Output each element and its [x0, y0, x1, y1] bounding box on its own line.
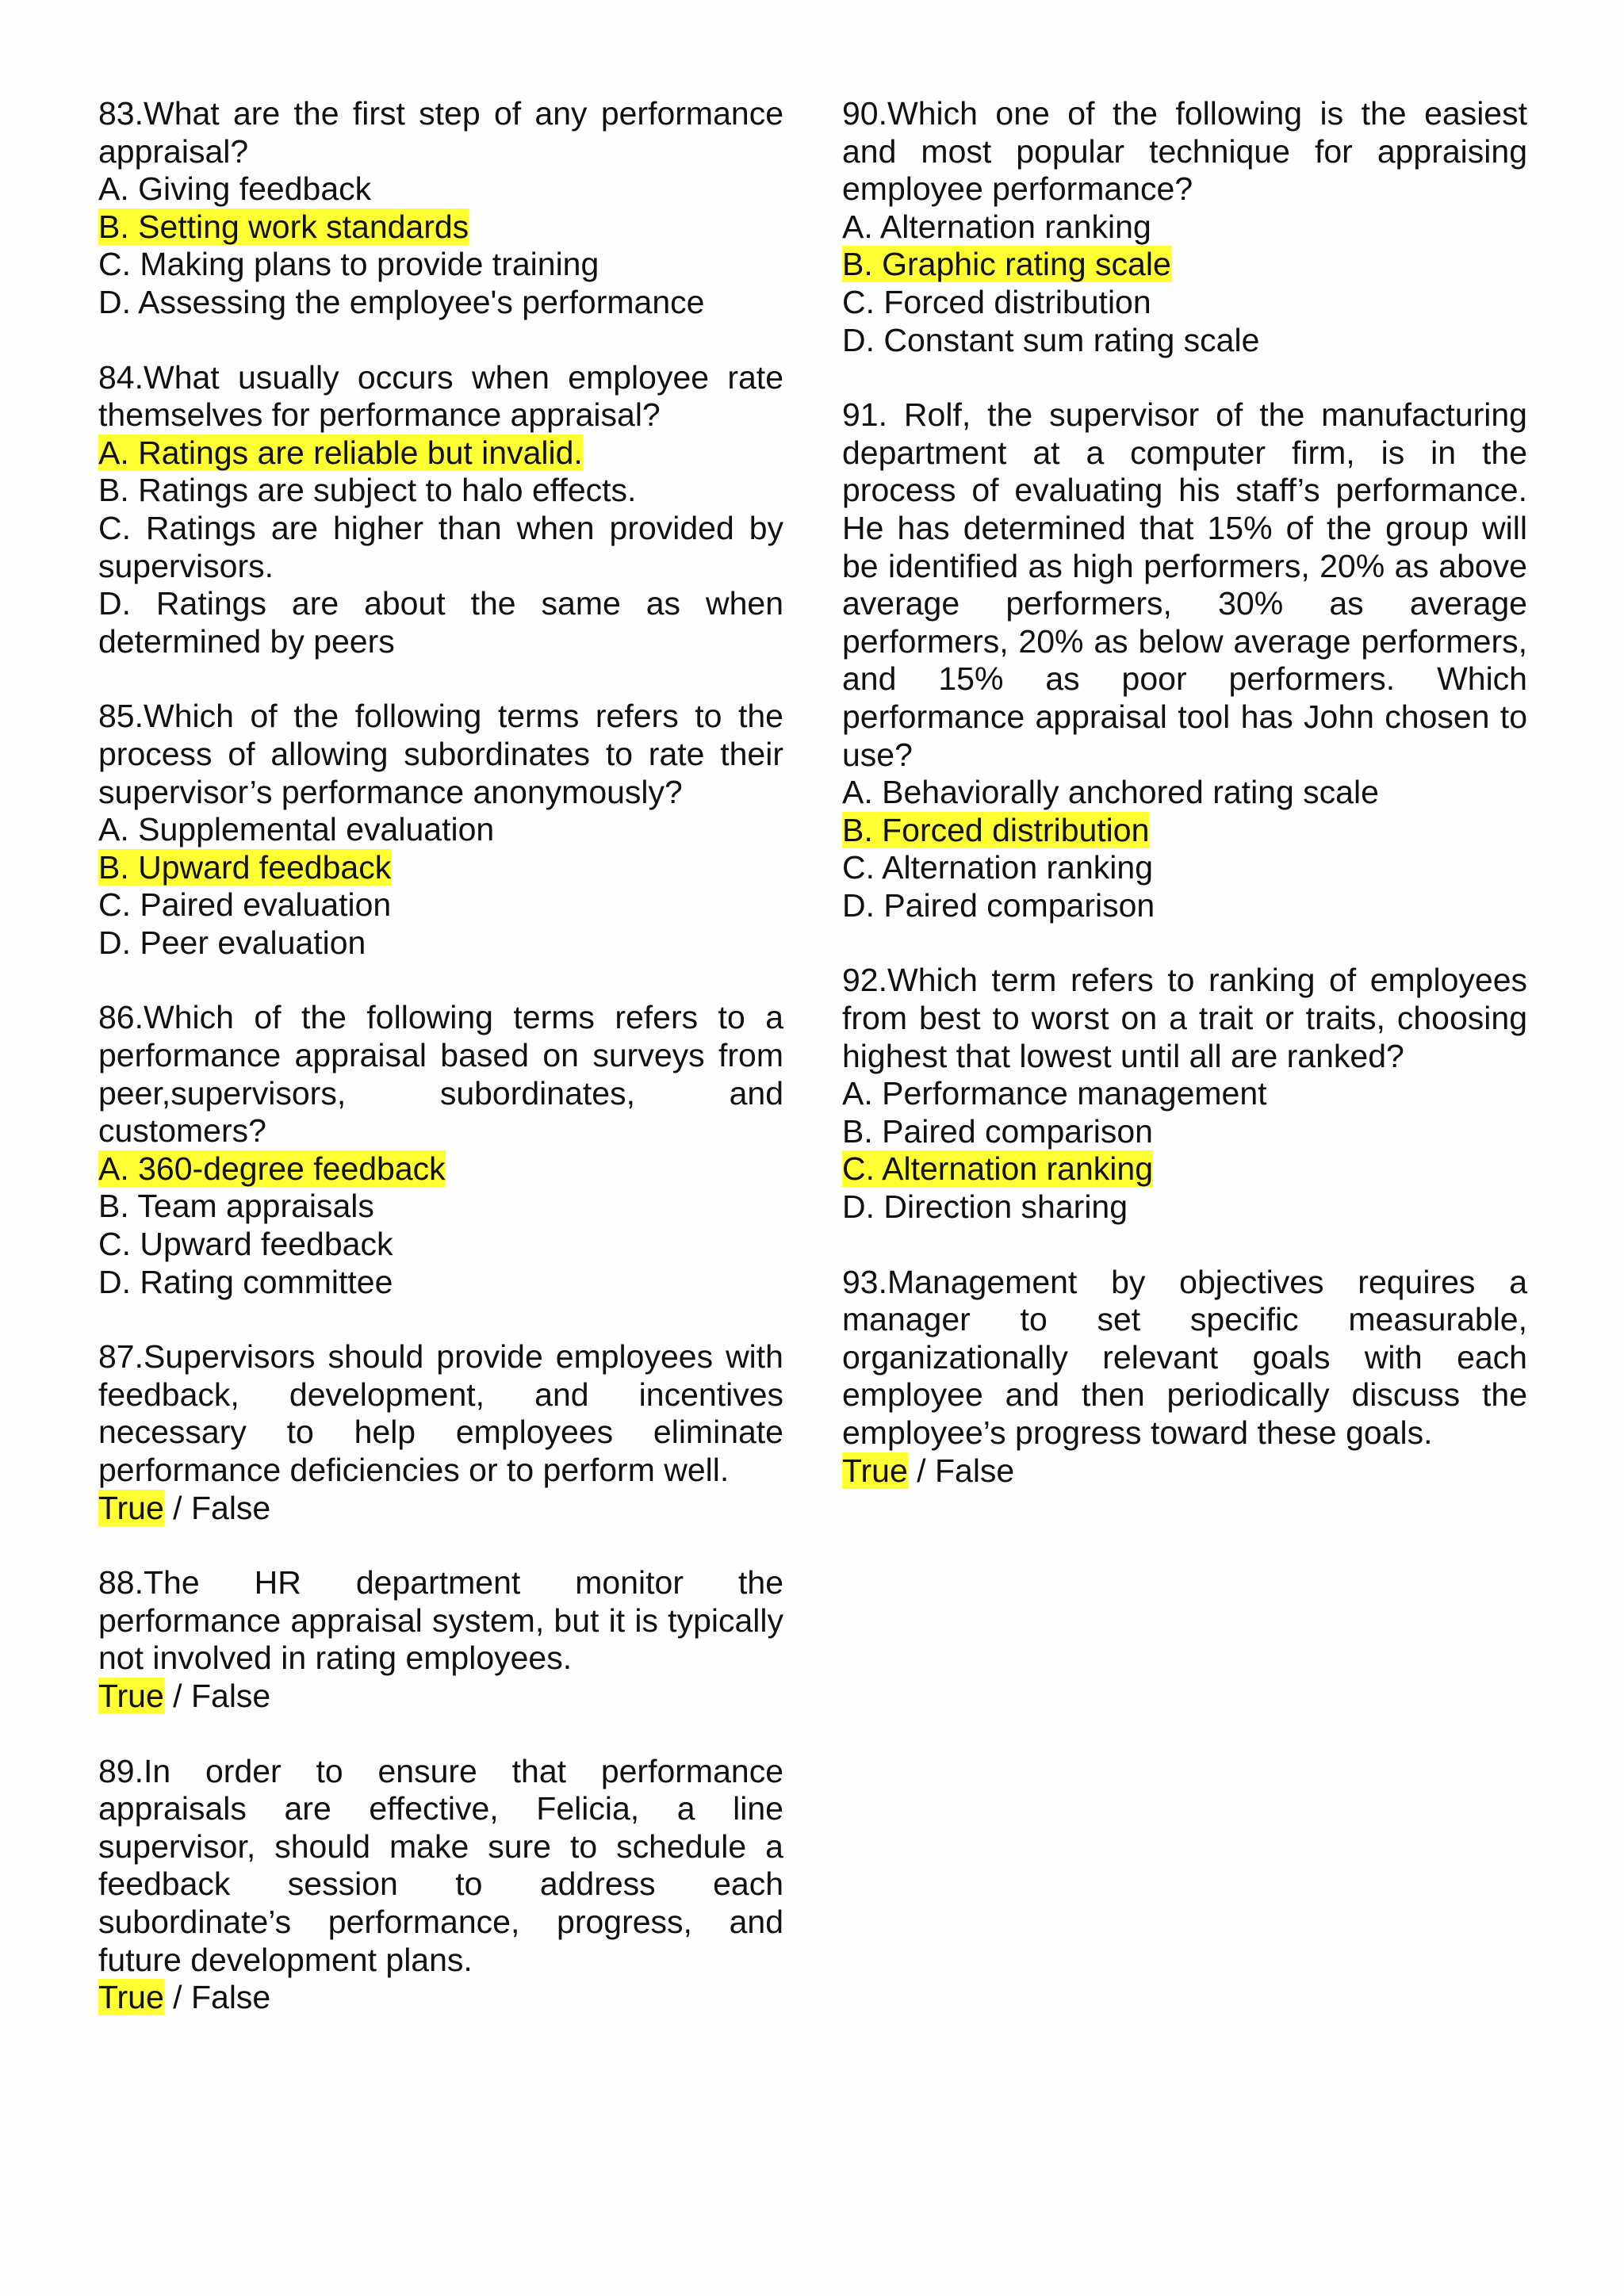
highlighted-answer: B. Forced distribution: [842, 811, 1150, 848]
highlighted-answer: True: [842, 1452, 908, 1489]
answer-option: C. Upward feedback: [98, 1226, 393, 1263]
question-86: [98, 999, 783, 1301]
answer-option: A. Behaviorally anchored rating scale: [842, 774, 1379, 811]
question-93: [842, 1264, 1527, 1490]
answer-option: C. Paired evaluation: [98, 886, 392, 924]
answer-option-correct: [842, 246, 1527, 284]
highlighted-answer: A. Ratings are reliable but invalid.: [98, 434, 583, 471]
answer-option-correct: [98, 1150, 783, 1188]
true-false-answer: True / False: [98, 1489, 271, 1526]
question-stem: 93.Management by objectives requires a manager to set specific measurable, organizationally relevant goals with each employee and then periodically discuss the employee’s progress toward these goals.: [842, 1263, 1527, 1451]
question-91: [842, 396, 1527, 924]
answer-option: B. Team appraisals: [98, 1188, 374, 1225]
answer-option-correct: [842, 812, 1527, 850]
question-87: [98, 1338, 783, 1527]
true-false-answer: True / False: [98, 1677, 271, 1714]
answer-option: D. Paired comparison: [842, 886, 1155, 924]
answer-option: C. Making plans to provide training: [98, 246, 599, 283]
highlighted-answer: True: [98, 1677, 164, 1714]
highlighted-answer: A. 360-degree feedback: [98, 1150, 446, 1187]
left-column: [98, 95, 783, 2054]
question-stem: 85.Which of the following terms refers to the process of allowing subordinates to rate their supervisor’s performance anonymously?: [98, 698, 783, 810]
question-83: [98, 95, 783, 322]
question-stem: 84.What usually occurs when employee rate themselves for performance appraisal?: [98, 358, 783, 434]
answer-option: D. Constant sum rating scale: [842, 321, 1260, 358]
true-false-answer: True / False: [842, 1452, 1015, 1489]
question-stem: 83.What are the first step of any performance appraisal?: [98, 95, 783, 170]
answer-option: C. Alternation ranking: [842, 849, 1154, 886]
answer-option-correct: [98, 849, 783, 887]
highlighted-answer: True: [98, 1489, 164, 1526]
answer-option: D. Direction sharing: [842, 1188, 1128, 1226]
question-89: [98, 1753, 783, 2017]
question-92: [842, 962, 1527, 1226]
question-stem: 87.Supervisors should provide employees with feedback, development, and incentives necessary to help employees eliminate performance deficiencies or to perform well.: [98, 1338, 783, 1488]
right-column: [842, 95, 1527, 1527]
highlighted-answer: B. Graphic rating scale: [842, 246, 1171, 283]
answer-option: A. Performance management: [842, 1075, 1267, 1112]
question-88: [98, 1564, 783, 1715]
question-84: [98, 359, 783, 661]
answer-option: C. Ratings are higher than when provided by supervisors.: [98, 509, 783, 584]
question-stem: 88.The HR department monitor the performance appraisal system, but it is typically not involved in rating employees.: [98, 1564, 783, 1677]
highlighted-answer: B. Setting work standards: [98, 208, 469, 245]
question-stem: 91. Rolf, the supervisor of the manufacturing department at a computer firm, is in the process of evaluating his staff’s performance. He has determined that 15% of the group will be identified as high performers, 20% as above average performers, 30% as average performers, 20% as below average performers, and 15% as poor performers. Which performance appraisal tool has John chosen to use?: [842, 396, 1527, 773]
question-stem: 90.Which one of the following is the easiest and most popular technique for appraising employee performance?: [842, 95, 1527, 208]
question-85: [98, 698, 783, 962]
true-false-answer: True / False: [98, 1979, 271, 2016]
answer-option: D. Peer evaluation: [98, 924, 366, 961]
answer-option-correct: [98, 434, 783, 473]
highlighted-answer: True: [98, 1979, 164, 2016]
answer-option: D. Assessing the employee's performance: [98, 283, 705, 320]
answer-option: A. Alternation ranking: [842, 208, 1151, 245]
answer-option: A. Supplemental evaluation: [98, 811, 495, 848]
question-stem: 89.In order to ensure that performance appraisals are effective, Felicia, a line supervisor, should make sure to schedule a feedback session to address each subordinate’s performance, progress, and future development plans.: [98, 1752, 783, 1978]
answer-option: A. Giving feedback: [98, 170, 372, 208]
answer-option-correct: [842, 1150, 1527, 1188]
answer-option: B. Ratings are subject to halo effects.: [98, 472, 637, 509]
question-90: [842, 95, 1527, 359]
highlighted-answer: B. Upward feedback: [98, 848, 392, 886]
answer-option: D. Rating committee: [98, 1263, 393, 1300]
answer-option: C. Forced distribution: [842, 283, 1151, 320]
question-stem: 92.Which term refers to ranking of employees from best to worst on a trait or traits, choosing highest that lowest until all are ranked?: [842, 962, 1527, 1074]
question-stem: 86.Which of the following terms refers to a performance appraisal based on surveys from peer,supervisors, subordinates, and customers?: [98, 999, 783, 1150]
answer-option: D. Ratings are about the same as when determined by peers: [98, 585, 783, 660]
answer-option-correct: [98, 209, 783, 247]
highlighted-answer: C. Alternation ranking: [842, 1150, 1154, 1188]
answer-option: B. Paired comparison: [842, 1112, 1153, 1150]
